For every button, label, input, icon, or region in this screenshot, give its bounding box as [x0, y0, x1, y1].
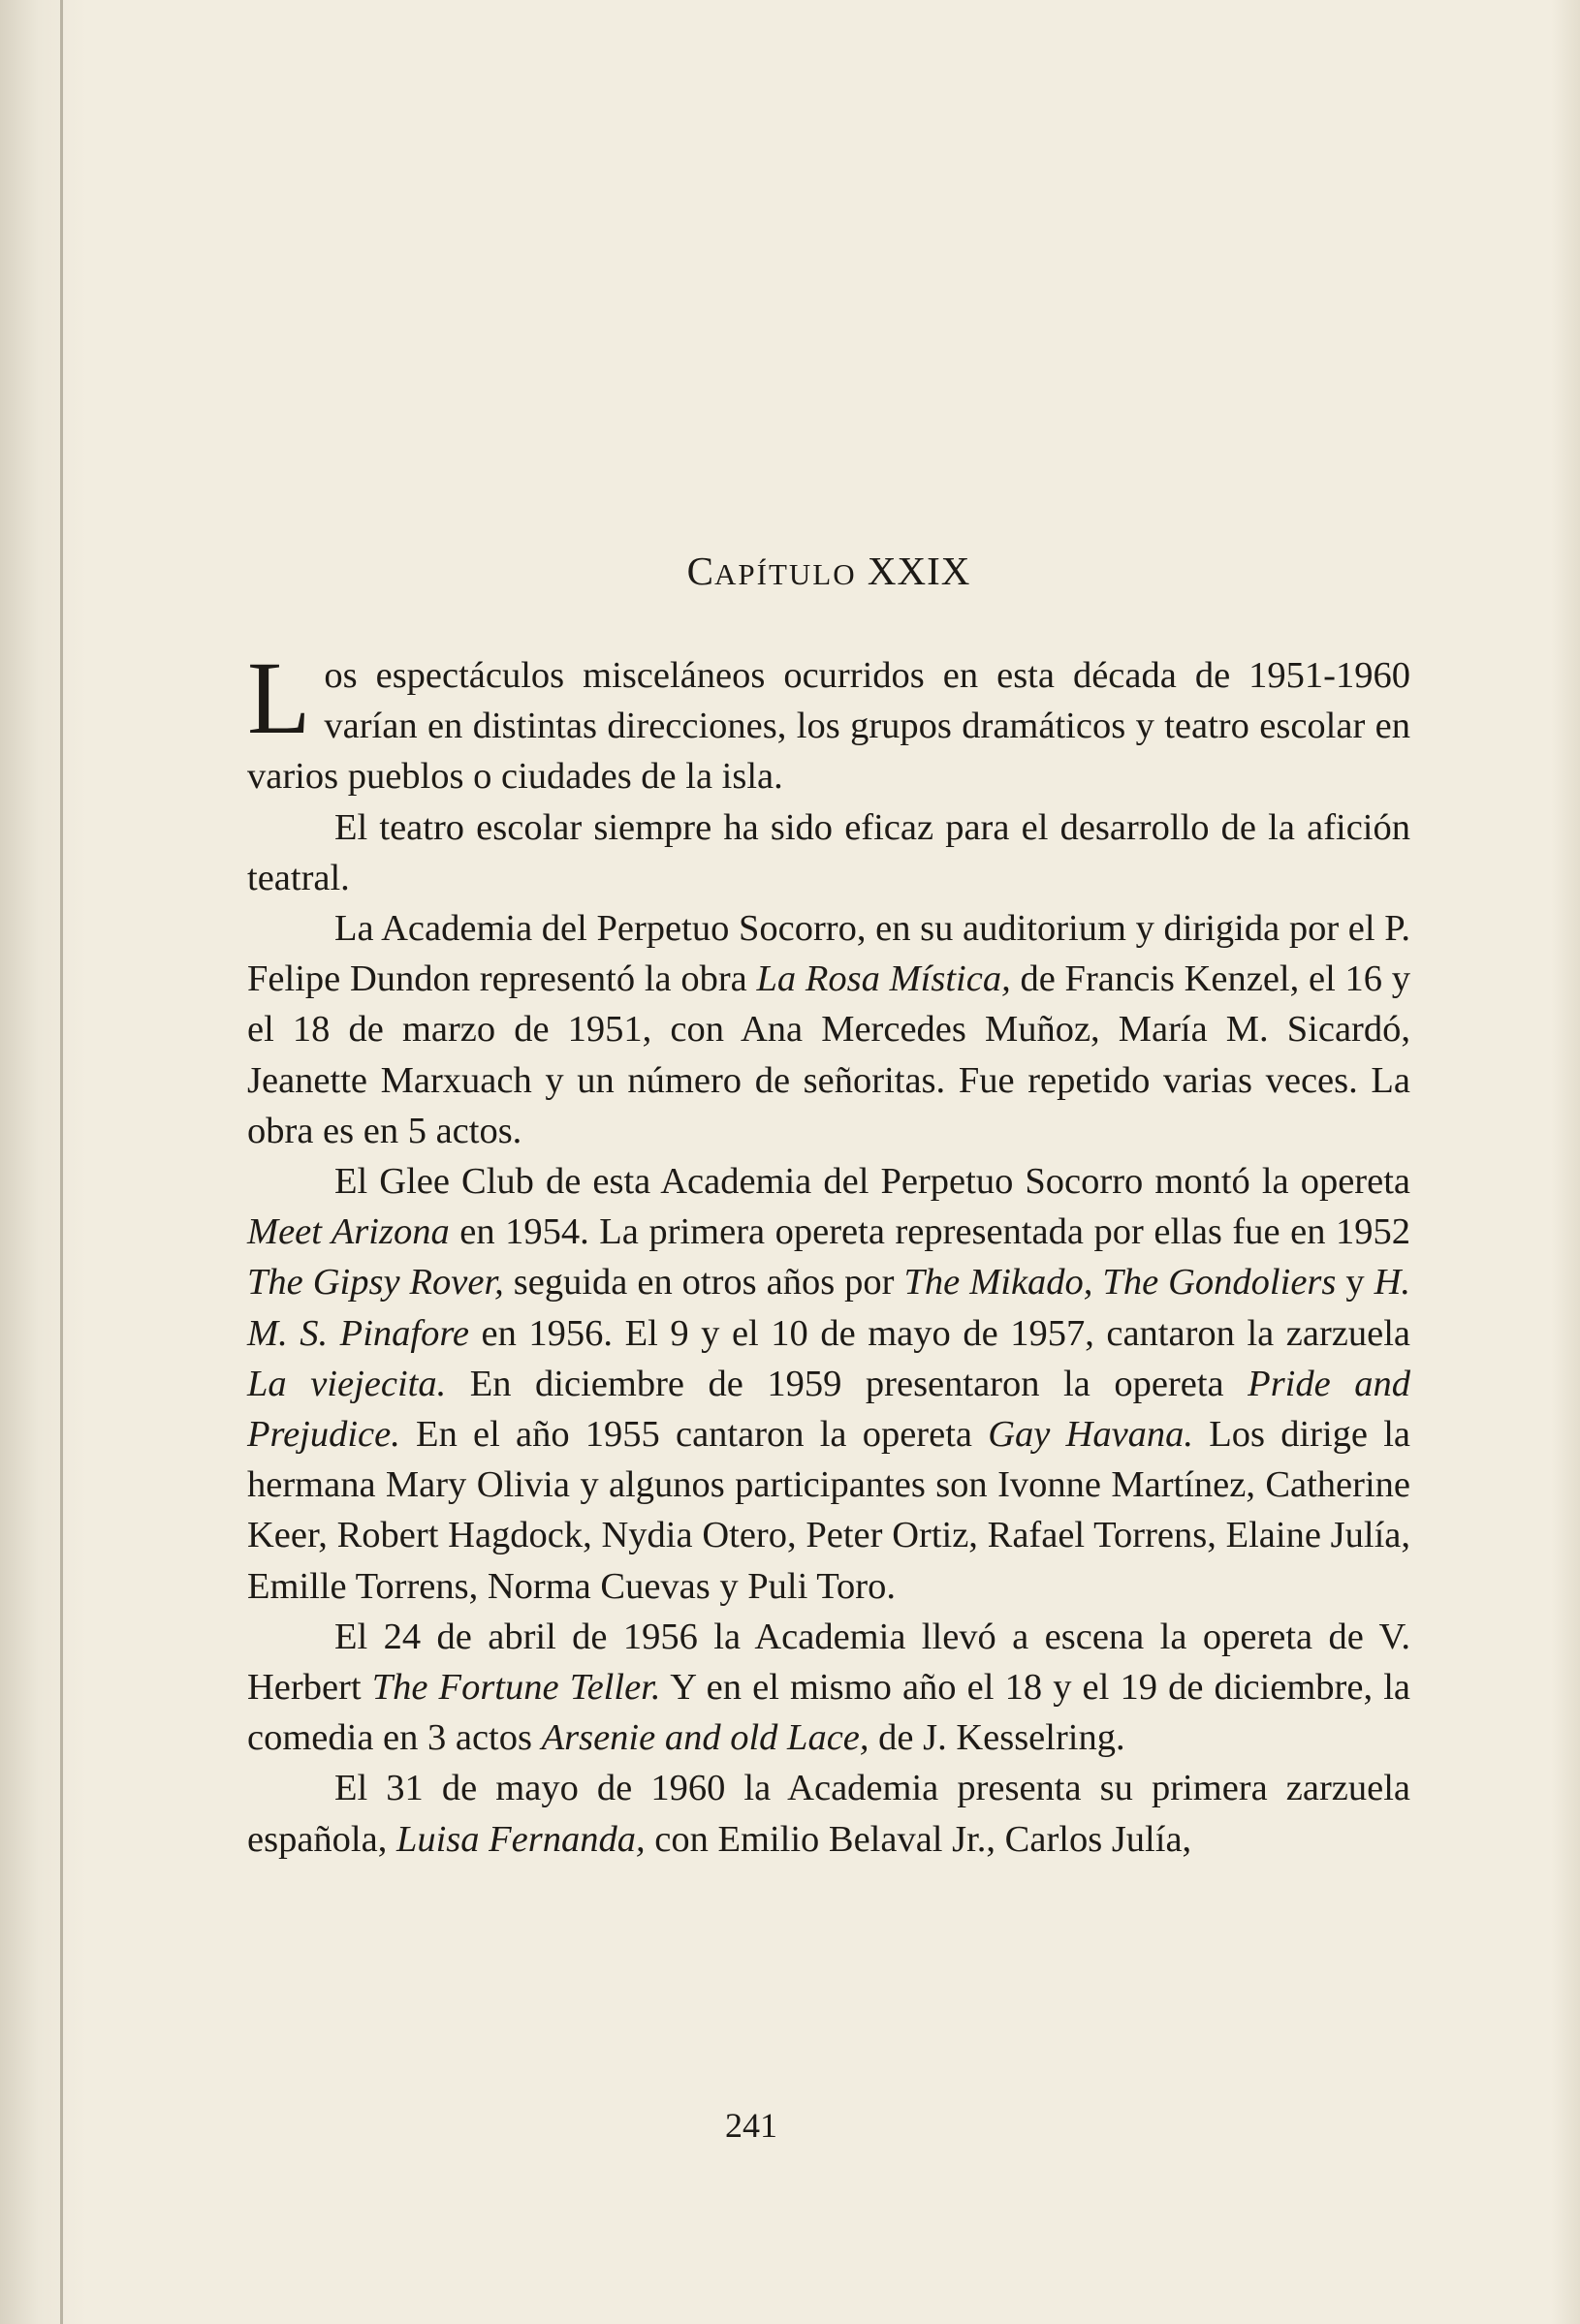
work-title: The Fortune Teller. — [371, 1667, 661, 1709]
work-title: The Mikado, The Gondoliers — [903, 1262, 1337, 1303]
paragraph-4-text-e: en 1956. El 9 y el 10 de mayo de 1957, cantaron la zarzuela — [468, 1312, 1411, 1354]
page-number-text: 241 — [725, 2106, 777, 2145]
paragraph-4-text-c: seguida en otros años por — [503, 1262, 904, 1303]
paragraph-4-text-d: y — [1336, 1262, 1375, 1303]
page-gutter-shadow — [0, 0, 87, 2324]
body-text — [247, 642, 1411, 1865]
work-title: H. M. S. Pinafore — [247, 1262, 1411, 1354]
paragraph-2: El teatro escolar siempre ha sido eficaz para el desarrollo de la afición teatral. — [247, 806, 1410, 898]
paragraph-5-text-a: El 24 de abril de 1956 la Academia llevó a escena la opereta de V. Herbert — [247, 1616, 1410, 1709]
paragraph-1 — [247, 642, 1410, 802]
drop-cap: L — [247, 642, 311, 756]
paragraph-6 — [247, 1763, 1410, 1864]
work-title: Meet Arizona — [247, 1211, 450, 1253]
paragraph-5 — [247, 1612, 1410, 1764]
chapter-title-initial: C — [686, 549, 714, 593]
paragraph-6-text-b: con Emilio Belaval Jr., Carlos Julía, — [645, 1818, 1192, 1860]
work-title: The Gipsy Rover, — [247, 1262, 504, 1303]
paragraph-3-text-a: La Academia del Perpetuo Socorro, en su auditorium y dirigida por el P. Felipe Dundon representó la obra — [247, 908, 1410, 1000]
chapter-title-smallcaps: APÍTULO — [714, 557, 857, 591]
paragraph-4-text-h: Los dirige la hermana Mary Olivia y algunos participantes son Ivonne Martínez, Catherine Keer, Robert Hagdock, Nydia Otero, Peter Ortiz, Rafael Torrens, Elaine Julía, Emille Torrens, Norma Cuevas y Puli Toro. — [247, 1414, 1410, 1607]
work-title: Luisa Fernanda, — [395, 1818, 646, 1860]
paragraph-4 — [247, 1156, 1410, 1612]
paragraph-3 — [247, 903, 1410, 1156]
work-title: Gay Havana. — [988, 1414, 1194, 1456]
paragraph-4-text-b: en 1954. La primera opereta representada por ellas fue en 1952 — [449, 1211, 1410, 1253]
paragraph-1-text: os espectáculos misceláneos ocurridos en esta década de 1951-1960 varían en distintas direcciones, los grupos dramáticos y teatro escolar en varios pueblos o ciudades de la isla. — [247, 655, 1410, 798]
work-title: Pride and Prejudice. — [247, 1363, 1410, 1456]
chapter-title — [247, 548, 1410, 594]
work-title: La viejecita. — [247, 1363, 447, 1404]
paragraph-6-text-a: El 31 de mayo de 1960 la Academia presenta su primera zarzuela española, — [247, 1768, 1410, 1860]
work-title: Arsenie and old Lace, — [541, 1717, 869, 1759]
paragraph-4-text-f: En diciembre de 1959 presentaron la opereta — [446, 1363, 1248, 1404]
paragraph-4-text-g: En el año 1955 cantaron la opereta — [399, 1414, 989, 1456]
paragraph-3-text-b: de Francis Kenzel, el 16 y el 18 de marzo de 1951, con Ana Mercedes Muñoz, María M. Sicardó, Jeanette Marxuach y un número de señoritas. Fue repetido varias veces. La obra es en 5 actos. — [247, 958, 1410, 1151]
page-content — [247, 548, 1410, 1865]
paragraph-5-text-c: de J. Kesselring. — [869, 1717, 1125, 1759]
work-title: La Rosa Mística, — [756, 958, 1011, 1000]
paragraph-5-text-b: Y en el mismo año el 18 y el 19 de diciembre, la comedia en 3 actos — [247, 1667, 1410, 1759]
paragraph-4-text-a: El Glee Club de esta Academia del Perpetuo Socorro montó la opereta — [334, 1161, 1410, 1203]
page-number — [0, 2105, 1580, 2146]
chapter-numeral: XXIX — [867, 549, 971, 593]
page-gutter-line — [60, 0, 63, 2324]
page-right-edge — [1551, 0, 1580, 2324]
